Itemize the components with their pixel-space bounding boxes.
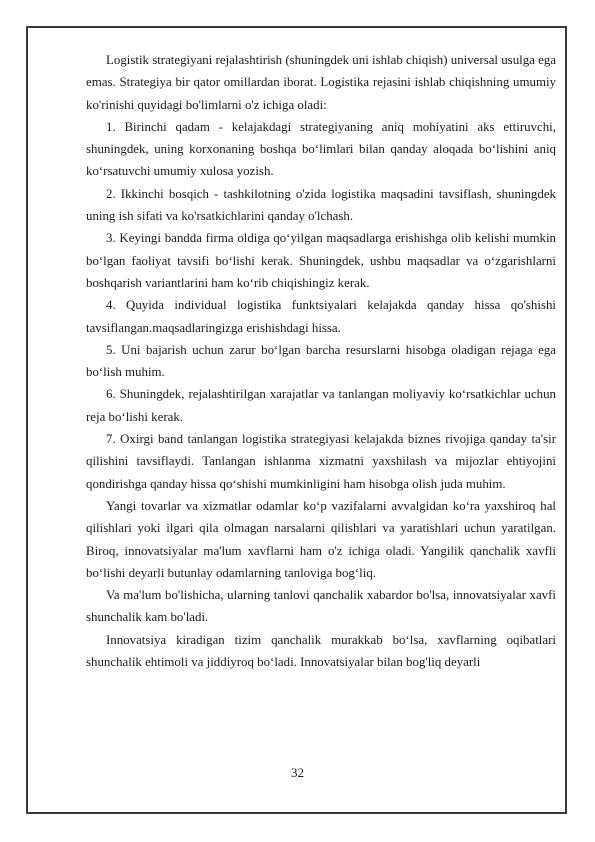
list-item-4: 4. Quyida individual logistika funktsiyalari kelajakda qanday hissa qo'shishi tavsiflangan.maqsadlaringizga erishishdagi hissa.: [86, 298, 556, 335]
list-item-1: 1. Birinchi qadam - kelajakdagi strategiyaning aniq mohiyatini aks ettiruvchi, shuningdek, uning korxonaning boshqa bo‘limlari bilan qanday aloqada bo‘lishini aniq ko‘rsatuvchi umumiy xulosa yozish.: [86, 119, 556, 179]
list-item-7: 7. Oxirgi band tanlangan logistika strategiyasi kelajakda biznes rivojiga qanday ta'sir qilishini tavsiflaydi. Tanlangan ishlanma xizmatni yaxshilash va mijozlar ehtiyojini qondirishga qanday hissa qo‘shishi mumkinligini ham hisobga olish juda muhim.: [86, 432, 556, 491]
document-body: [86, 49, 556, 673]
list-item-5: 5. Uni bajarish uchun zarur bo‘lgan barcha resurslarni hisobga oladigan rejaga ega bo‘lish muhim.: [86, 342, 556, 380]
paragraph-innovation: Yangi tovarlar va xizmatlar odamlar ko‘p vazifalarni avvalgidan ko‘ra yaxshiroq hal qilishlari yoki ilgari qila olmagan narsalarni qilishlari va yaratishlari uchun yaratilgan. Biroq, innovatsiyalar ma'lum xavflarni ham o'z ichiga oladi. Yangilik qanchalik xavfli bo‘lishi deyarli butunlay odamlarning tanloviga bog‘liq.: [86, 498, 556, 580]
list-item-6: 6. Shuningdek, rejalashtirilgan xarajatlar va tanlangan moliyaviy ko‘rsatkichlar uchun reja bo‘lishi kerak.: [86, 387, 556, 424]
paragraph-system: Innovatsiya kiradigan tizim qanchalik murakkab bo‘lsa, xavflarning oqibatlari shunchalik ehtimoli va jiddiyroq bo‘ladi. Innovatsiyalar bilan bog'liq deyarli: [86, 632, 556, 670]
paragraph-intro: Logistik strategiyani rejalashtirish (shuningdek uni ishlab chiqish) universal usulga ega emas. Strategiya bir qator omillardan iborat. Logistika rejasini ishlab chiqishning umumiy ko'rinishi quyidagi bo'limlarni o'z ichiga oladi:: [86, 53, 557, 112]
paragraph-choice: Va ma'lum bo'lishicha, ularning tanlovi qanchalik xabardor bo'lsa, innovatsiyalar xavfi shunchalik kam bo'ladi.: [86, 588, 556, 625]
list-item-2: 2. Ikkinchi bosqich - tashkilotning o'zida logistika maqsadini tavsiflash, shuningdek uning ish sifati va ko'rsatkichlarini qanday o'lchash.: [86, 186, 556, 224]
list-item-3: 3. Keyingi bandda firma oldiga qo‘yilgan maqsadlarga erishishga olib kelishi mumkin bo‘lgan faoliyat tavsifi bo‘lishi kerak. Shuningdek, ushbu maqsadlar va o‘zgarishlarni boshqarish variantlarini ham ko‘rib chiqishingiz kerak.: [86, 231, 556, 290]
page-number: 32: [291, 765, 304, 780]
